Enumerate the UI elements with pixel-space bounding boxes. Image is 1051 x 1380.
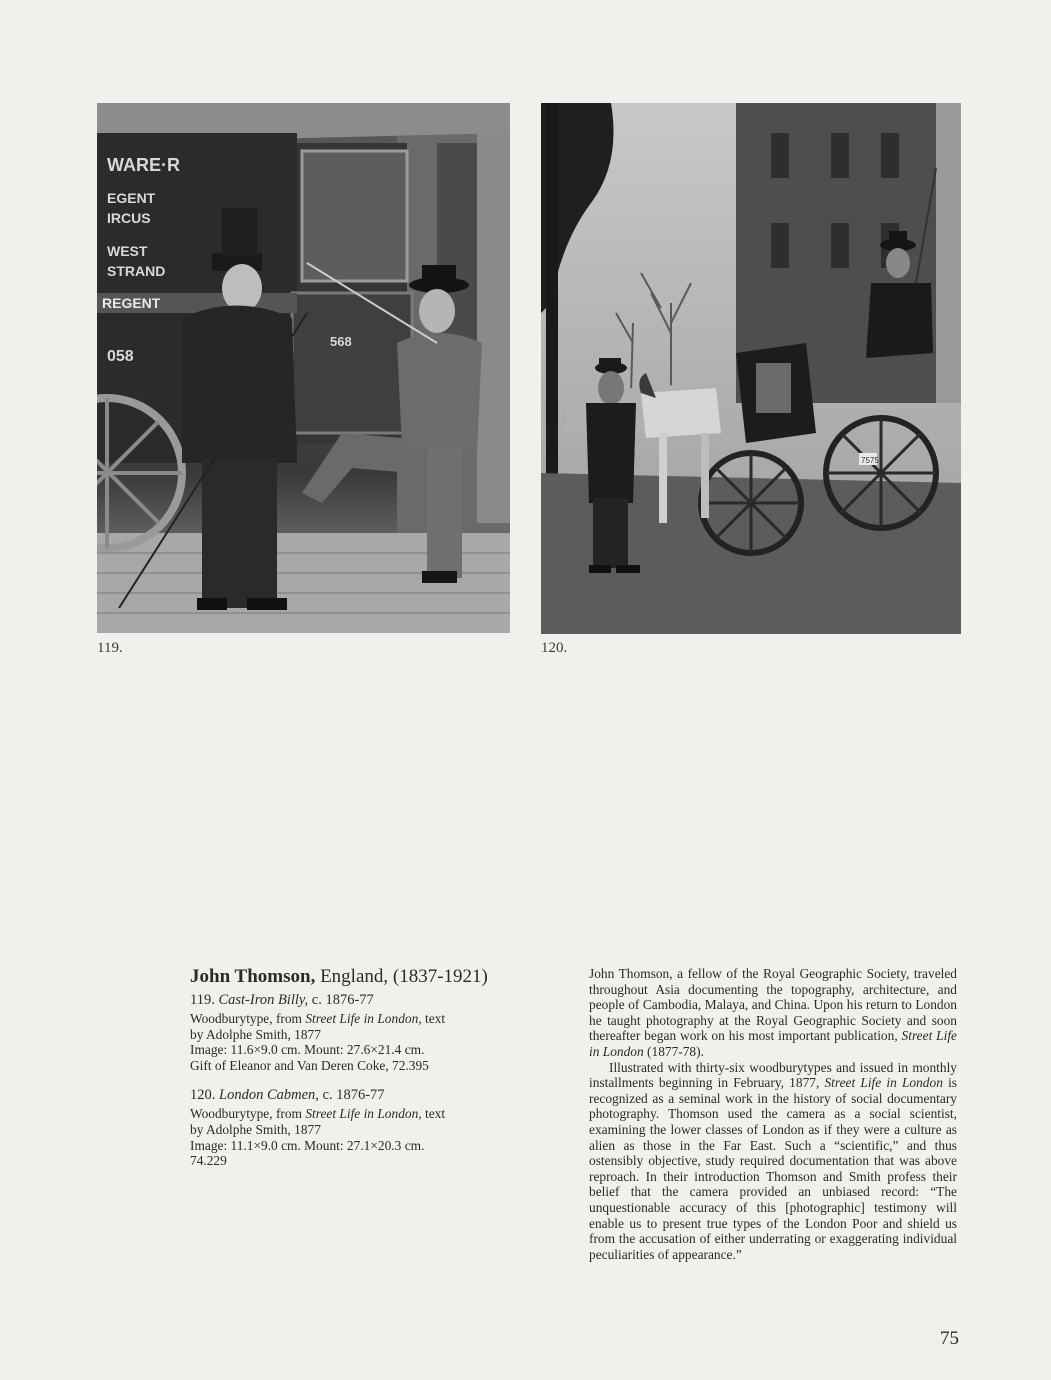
essay-p2-text: Illustrated with thirty-six woodburytypes and issued in monthly installments beginning in February, 1877, (589, 1059, 957, 1091)
work-120-medium-pre: Woodburytype, from (190, 1106, 306, 1122)
work-119-dimensions: Image: 11.6×9.0 cm. Mount: 27.6×21.4 cm. (190, 1042, 425, 1058)
work-119-title-text: Cast-Iron Billy, (218, 992, 309, 1008)
essay-p1-book: Street Life in London (589, 1028, 957, 1059)
work-119-medium-post: text (421, 1011, 446, 1026)
sign-circus: IRCUS (107, 210, 151, 226)
artist-heading (190, 966, 490, 988)
page-number: 75 (940, 1328, 959, 1349)
artist-name: John Thomson, (190, 966, 316, 987)
work-119-gift: Gift of Eleanor and Van Deren Coke, 72.395 (190, 1057, 429, 1073)
work-119-medium (190, 1011, 490, 1027)
work-119-date: c. 1876-77 (308, 992, 374, 1008)
sign-fleet-number: 058 (107, 348, 134, 365)
essay-p2-end: is recognized as a seminal work in the history of social documentary photography. Thomson used the camera as a social scientist, examining the lower classes of London as if they were a culture as alien as those in the Far East. Such a “scientific,” and thus ostensibly objective, study required documentation that was above reproach. In their introduction Thomson and Smith profess their belief that the camera provided an unbiased record: “The unquestionable accuracy of this [photographic] testimony will enable us to present true types of the London Poor and shield us from the accusation of either underrating or exaggerating individual peculiarities of appearance.” (589, 1075, 958, 1262)
sign-regent: EGENT (107, 190, 156, 206)
work-120-title (190, 1087, 490, 1104)
work-120-medium-post: text (421, 1106, 446, 1122)
work-120-medium (190, 1106, 490, 1122)
photo-cast-iron-billy (97, 103, 510, 633)
essay-p2-book: Street Life in London (824, 1075, 943, 1091)
work-119-credit: by Adolphe Smith, 1877 (190, 1026, 321, 1042)
essay-p1-end: (1877-78). (643, 1043, 704, 1059)
work-119-title (190, 992, 490, 1009)
plate-number-120: 120. (541, 640, 568, 656)
photo-london-cabmen (541, 103, 961, 634)
photo-120-image (541, 103, 961, 634)
work-119-medium-book: Street Life in London, (305, 1011, 422, 1026)
sign-west: WEST (107, 243, 148, 259)
essay-text (589, 966, 957, 1262)
work-120-dimensions: Image: 11.1×9.0 cm. Mount: 27.1×20.3 cm. (190, 1137, 425, 1153)
sign-ware-road: WARE·R (107, 155, 180, 175)
work-119-medium-pre: Woodburytype, from (190, 1011, 306, 1026)
work-120-date: c. 1876-77 (318, 1087, 385, 1104)
photo-119-image (97, 103, 510, 633)
work-120-medium-book: Street Life in London, (305, 1106, 422, 1122)
work-120-title-text: London Cabmen, (219, 1087, 319, 1104)
cab-plate-number: 7575 (861, 456, 879, 465)
catalog-caption (190, 966, 490, 1169)
essay-paragraph-2 (589, 1060, 957, 1263)
sign-regent-lower: REGENT (102, 295, 161, 311)
plate-number-119: 119. (97, 640, 123, 656)
work-120-accession: 74.229 (190, 1153, 227, 1169)
essay-paragraph-1 (589, 966, 957, 1060)
work-120-number: 120. (190, 1087, 219, 1104)
sign-strand: STRAND (107, 263, 166, 279)
artist-origin: England, (1837-1921) (315, 966, 488, 987)
work-120-credit: by Adolphe Smith, 1877 (190, 1121, 321, 1137)
work-119-number: 119. (190, 992, 219, 1008)
sign-badge-number: 568 (330, 334, 352, 349)
essay-p1-text: John Thomson, a fellow of the Royal Geographic Society, traveled throughout Asia documenting the topography, architecture, and people of Cambodia, Malaya, and China. Upon his return to London he taught photography at the Royal Geographic Society and soon thereafter began work on his most important publication, (589, 966, 957, 1044)
